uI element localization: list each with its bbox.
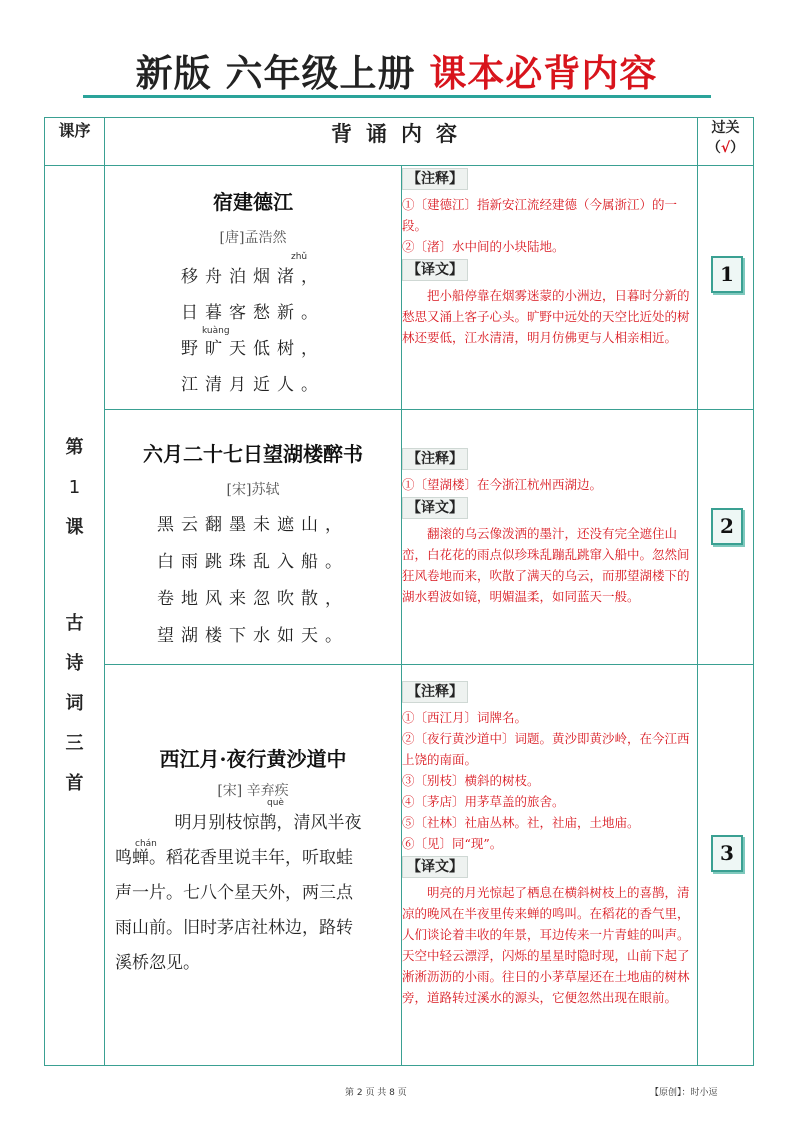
note-item: ②〔夜行黄沙道中〕词题。黄沙即黄沙岭，在今江西上饶的南面。	[402, 731, 690, 767]
header-pass-label: 过关	[711, 120, 740, 136]
table-row	[45, 665, 754, 1066]
note-item: ①〔望湖楼〕在今浙江杭州西湖边。	[402, 477, 603, 492]
title-black: 新版 六年级上册	[135, 52, 416, 95]
pinyin: kuàng	[202, 326, 230, 336]
page-number: 第 2 页 共 8 页	[345, 1088, 407, 1098]
note-item: ①〔建德江〕指新安江流经建德（今属浙江）的一段。	[402, 197, 678, 233]
table-header-row	[45, 118, 754, 166]
lesson-char: 古	[65, 612, 84, 634]
poem-line: 移舟泊烟渚，	[181, 267, 325, 287]
pass-cell	[698, 166, 754, 410]
poem-line: 卷地风来忽吹散，	[157, 589, 349, 609]
pinyin: zhǔ	[291, 252, 308, 262]
poem-title: 六月二十七日望湖楼醉书	[143, 442, 363, 466]
notes-label: 【注释】	[402, 168, 468, 190]
pass-box[interactable]: 1	[711, 256, 743, 293]
source-credit: 【原创】：时小逗	[650, 1088, 718, 1098]
header-pass	[698, 118, 754, 166]
pass-box[interactable]: 2	[711, 508, 743, 545]
poem-title: 宿建德江	[213, 190, 293, 214]
header-lesson-order: 课序	[45, 118, 105, 166]
title-underline	[83, 95, 711, 98]
translation-text: 把小船停靠在烟雾迷蒙的小洲边，日暮时分新的愁思又涌上客子心头。旷野中远处的天空比近处的树林还要低，江水清清，明月仿佛更与人相亲相近。	[402, 288, 690, 345]
note-item: ⑥〔见〕同“现”。	[402, 836, 503, 851]
poem-line: 雨山前。旧时茅店社林边，路转	[115, 918, 353, 938]
translation-label: 【译文】	[402, 856, 468, 878]
poem-line: 野旷天低树，	[181, 339, 325, 359]
pinyin: què	[267, 798, 284, 808]
translation-label: 【译文】	[402, 259, 468, 281]
poem-title: 西江月·夜行黄沙道中	[159, 747, 347, 771]
translation-text: 明亮的月光惊起了栖息在横斜树枝上的喜鹊，清凉的晚风在半夜里传来蝉的鸣叫。在稻花的香气里，人们谈论着丰收的年景，耳边传来一片青蛙的叫声。天空中轻云漂浮，闪烁的星星时隐时现，山前下起了淅淅沥沥的小雨。往日的小茅草屋还在土地庙的树林旁，道路转过溪水的源头，它便忽然出现在眼前。	[402, 885, 690, 1005]
recitation-table	[44, 117, 754, 1066]
note-item: ④〔茅店〕用茅草盖的旅舍。	[402, 794, 565, 809]
poem-cell	[105, 410, 402, 665]
check-mark-icon: √	[720, 140, 731, 156]
note-item: ②〔渚〕水中间的小块陆地。	[402, 239, 565, 254]
notes-cell	[402, 665, 698, 1066]
notes-label: 【注释】	[402, 681, 468, 703]
title-red: 课本必背内容	[429, 52, 658, 95]
lesson-cell	[45, 166, 105, 1066]
table-row	[45, 410, 754, 665]
page-title	[0, 50, 793, 98]
pinyin: chán	[135, 839, 157, 849]
pass-cell	[698, 410, 754, 665]
lesson-char: 诗	[65, 652, 84, 674]
pass-box[interactable]: 3	[711, 835, 743, 872]
notes-cell	[402, 166, 698, 410]
lesson-char: 三	[65, 732, 84, 754]
note-item: ⑤〔社林〕社庙丛林。社，社庙，土地庙。	[402, 815, 640, 830]
note-item: ①〔西江月〕词牌名。	[402, 710, 528, 725]
poem-line: 日暮客愁新。	[181, 303, 325, 323]
poem-author: [宋]苏轼	[226, 482, 280, 498]
translation-label: 【译文】	[402, 497, 468, 519]
lesson-char: 第	[65, 436, 84, 458]
lesson-char: 首	[65, 772, 84, 794]
lesson-number: 1	[68, 476, 81, 498]
notes-cell	[402, 410, 698, 665]
lesson-char: 词	[65, 692, 84, 714]
notes-label: 【注释】	[402, 448, 468, 470]
pass-cell	[698, 665, 754, 1066]
poem-line: 声一片。七八个星天外，两三点	[115, 883, 353, 903]
poem-cell	[105, 665, 402, 1066]
poem-line: 溪桥忽见。	[115, 953, 200, 973]
note-item: ③〔别枝〕横斜的树枝。	[402, 773, 540, 788]
header-pass-open: （	[706, 140, 721, 156]
header-pass-close: ）	[730, 140, 745, 156]
poem-line: 明月别枝惊鹊，清风半夜	[174, 813, 362, 833]
poem-author: [宋] 辛弃疾	[217, 783, 289, 799]
poem-cell	[105, 166, 402, 410]
lesson-char: 课	[65, 516, 84, 538]
poem-line: 江清月近人。	[181, 375, 325, 395]
poem-line: 望湖楼下水如天。	[157, 626, 349, 646]
header-content: 背诵内容	[105, 118, 698, 166]
poem-author: [唐]孟浩然	[219, 230, 287, 246]
translation-text: 翻滚的乌云像泼洒的墨汁，还没有完全遮住山峦，白花花的雨点似珍珠乱蹦乱跳窜入船中。忽然间狂风卷地而来，吹散了满天的乌云，而那望湖楼下的湖水碧波如镜，明媚温柔，如同蓝天一般。	[402, 526, 690, 604]
poem-line: 白雨跳珠乱入船。	[157, 552, 349, 572]
poem-line: 鸣蝉。稻花香里说丰年，听取蛙	[115, 848, 353, 868]
table-row	[45, 166, 754, 410]
poem-line: 黑云翻墨未遮山，	[157, 515, 349, 535]
